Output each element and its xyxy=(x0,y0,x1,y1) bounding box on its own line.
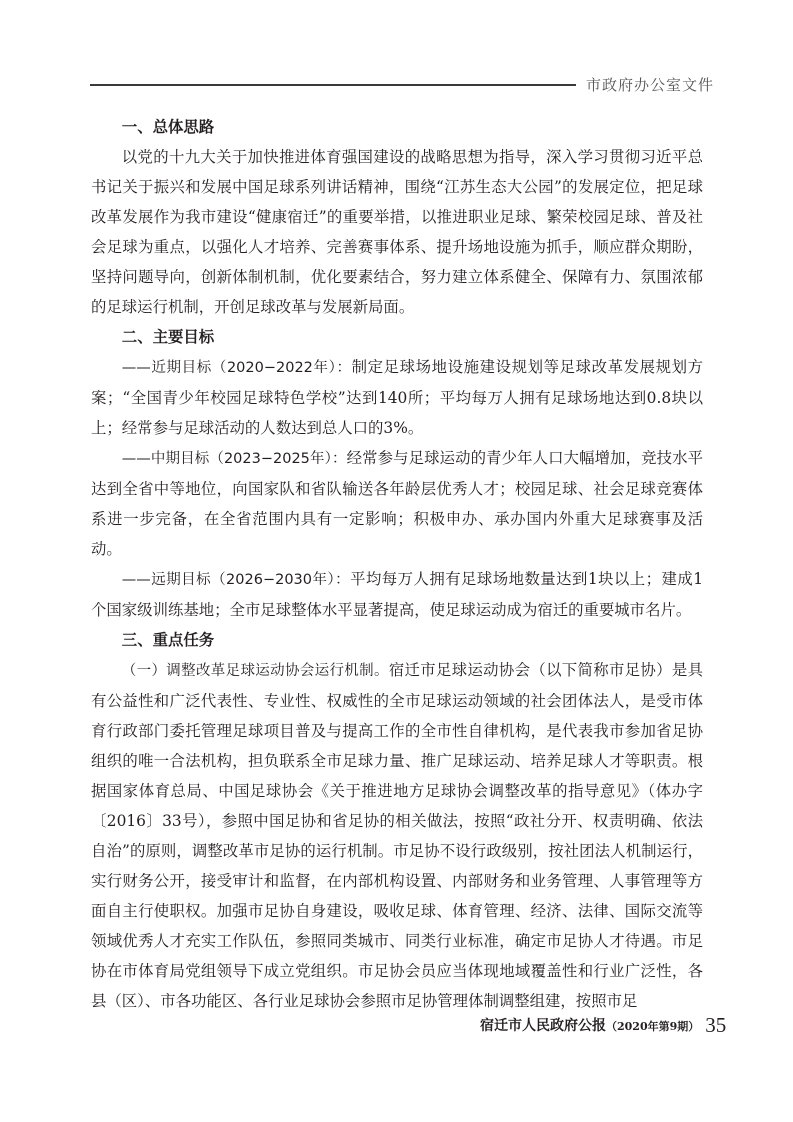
page-number: 35 xyxy=(705,1013,727,1037)
goal-body: 平均每万人拥有足球场地数量达到1块以上；建成1个国家级训练基地；全市足球整体水平显著提高，使足球运动成为宿迁的重要城市名片。 xyxy=(91,570,703,619)
goal-lead: ——中期目标（2023−2025年）： xyxy=(121,451,347,467)
paragraph xyxy=(91,655,703,1016)
paragraph: 以党的十九大关于加快推进体育强国建设的战略思想为指导，深入学习贯彻习近平总书记关于振兴和发展中国足球系列讲话精神，围绕“江苏生态大公园”的发展定位，把足球改革发展作为我市建设“健康宿迁”的重要举措，以推进职业足球、繁荣校园足球、普及社会足球为重点，以强化人才培养、完善赛事体系、提升场地设施为抓手，顺应群众期盼，坚持问题导向，创新体制机制，优化要素结合，努力建立体系健全、保障有力、氛围浓郁的足球运行机制，开创足球改革与发展新局面。 xyxy=(91,148,703,316)
paragraph xyxy=(91,443,703,564)
task-body: 宿迁市足球运动协会（以下简称市足协）是具有公益性和广泛代表性、专业性、权威性的全市足球运动领域的社会团体法人，是受市体育行政部门委托管理足球项目普及与提高工作的全市性自律机构，是代表我市参加省足协组织的唯一合法机构，担负联系全市足球力量、推广足球运动、培养足球人才等职责。根据国家体育总局、中国足球协会《关于推进地方足球协会调整改革的指导意见》（体办字〔2016〕33号），参照中国足协和省足协的相关做法，按照“政社分开、权责明确、依法自治”的原则，调整改革市足协的运行机制。市足协不设行政级别，按社团法人机制运行，实行财务公开，接受审计和监督，在内部机构设置、内部财务和业务管理、人事管理等方面自主行使职权。加强市足协自身建设，吸收足球、体育管理、经济、法律、国际交流等领域优秀人才充实工作队伍，参照同类城市、同类行业标准，确定市足协人才待遇。市足协在市体育局党组领导下成立党组织。市足协会员应当体现地域覆盖性和行业广泛性，各县（区）、市各功能区、各行业足球协会参照市足协管理体制调整组建，按照市足 xyxy=(91,661,703,1010)
goal-lead: ——近期目标（2020−2022年）： xyxy=(121,360,352,376)
issue-number: （2020年第9期） xyxy=(606,1020,700,1033)
section-heading-2: 二、主要目标 xyxy=(121,328,215,346)
goal-body: 经常参与足球运动的青少年人口大幅增加，竞技水平达到全省中等地位，向国家队和省队输送各年龄层优秀人才；校园足球、社会足球竞赛体系进一步完备，在全省范围内具有一定影响；积极申办、承办国内外重大足球赛事及活动。 xyxy=(91,449,703,558)
page-footer xyxy=(480,1013,727,1038)
goal-body: 制定足球场地设施建设规划等足球改革发展规划方案；“全国青少年校园足球特色学校”达到140所；平均每万人拥有足球场地达到0.8块以上；经常参与足球活动的人数达到总人口的3%。 xyxy=(91,358,703,437)
running-header: 市政府办公室文件 xyxy=(586,76,715,94)
section-heading-3: 三、重点任务 xyxy=(121,631,215,649)
goal-lead: ——远期目标（2026−2030年）： xyxy=(121,572,351,588)
paragraph xyxy=(91,352,703,443)
task-lead: （一）调整改革足球运动协会运行机制。 xyxy=(121,663,389,679)
paragraph xyxy=(91,564,703,625)
header-rule xyxy=(90,84,576,86)
document-body xyxy=(91,112,703,1016)
publication-title: 宿迁市人民政府公报 xyxy=(480,1018,606,1034)
section-heading-1: 一、总体思路 xyxy=(121,118,215,136)
